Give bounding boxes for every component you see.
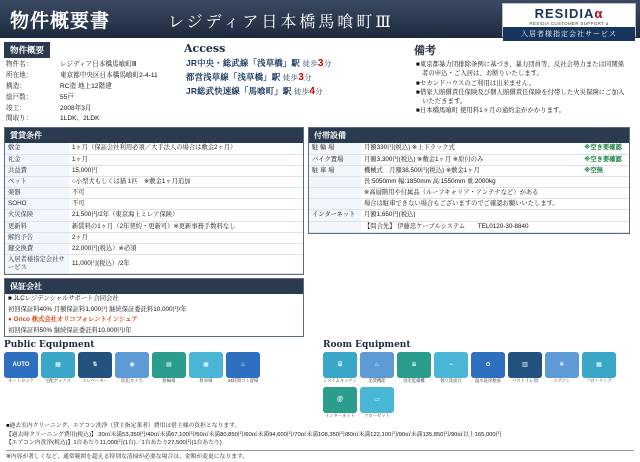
equipment-item bbox=[508, 352, 542, 384]
overview-value: レジディア日本橋馬喰町Ⅲ bbox=[60, 61, 137, 68]
table-row bbox=[309, 221, 629, 232]
public-equipment-block bbox=[4, 340, 317, 418]
rent-conditions-title: 賃貸条件 bbox=[5, 128, 303, 143]
washlet-icon: ✿ bbox=[471, 352, 505, 378]
access-minutes: 4 bbox=[309, 86, 316, 97]
guarantee-title: 保証会社 bbox=[5, 279, 303, 294]
document-header bbox=[0, 0, 640, 38]
internet-icon: ＠ bbox=[323, 387, 357, 413]
table-row bbox=[4, 104, 180, 115]
guarantee-company-detail: 初回保証料50% 継続保証委託料10,000円/年 bbox=[8, 326, 132, 334]
top-section bbox=[0, 38, 640, 125]
note-line: ■過去室内クリーニング、エアコン洗浄（貸主指定業者）費用は借主様の負担となります。 bbox=[6, 422, 241, 429]
remarks-column bbox=[414, 42, 630, 125]
equipment-caption: 宅配ボックス bbox=[45, 378, 71, 384]
overview-title: 物件概要 bbox=[4, 42, 50, 58]
facility-value: 長:5050mm 幅:1850mm 高:1550mm 重:2000kg bbox=[361, 176, 581, 187]
rent-value: 22,000円(税込）※必須 bbox=[69, 243, 303, 254]
equipment-item bbox=[360, 352, 394, 384]
guarantee-company-name: ■ JLCレジデンシャルサポート合同会社 bbox=[8, 295, 119, 303]
access-walk-label: 徒歩 bbox=[293, 87, 310, 96]
rent-key: 解約予告 bbox=[5, 232, 69, 243]
equipment-item bbox=[323, 352, 357, 384]
equipment-caption: インターネット bbox=[325, 413, 355, 419]
flooring-icon: ▦ bbox=[582, 352, 616, 378]
rent-key: 火災保険 bbox=[5, 210, 69, 221]
guarantee-company-name: ● Orico 株式会社オリコフォレントインシュア bbox=[8, 316, 138, 324]
access-station: JR総武快速線「馬喰町」駅 bbox=[186, 86, 292, 96]
page-title: 物件概要書 bbox=[10, 10, 111, 32]
security-camera-icon: ◉ bbox=[115, 352, 149, 378]
table-row bbox=[5, 221, 303, 232]
rent-key: 更新料 bbox=[5, 221, 69, 232]
table-row bbox=[5, 154, 303, 165]
equipment-caption: オートロック bbox=[8, 378, 34, 384]
rent-value: 不可 bbox=[69, 199, 303, 210]
equipment-caption: クローゼット bbox=[364, 413, 390, 419]
logo-service-band: 入居者様指定会社サービス bbox=[503, 27, 635, 41]
access-station: 都営浅草線「浅草橋」駅 bbox=[186, 72, 281, 82]
list-item: ■東京都暴力団排除条例に基づき、暴力団員等、反社会勢力または同関係者の申込・ご入居は、お断りいたします。 bbox=[416, 61, 625, 78]
elevator-icon: ⇅ bbox=[78, 352, 112, 378]
footer-notes bbox=[0, 419, 640, 462]
table-row bbox=[309, 188, 629, 199]
note-line: 【過去時クリーニング費用(税込)】 30㎡未満53,350円/40㎡未満67,100円/50㎡未満80,850円/60㎡未満94,600円/70㎡未満108,350円/80㎡未満122,100円/90㎡未満135,850円/90㎡以上165,000円 bbox=[6, 431, 502, 438]
rent-value: 11,000円(税込）/2年 bbox=[69, 255, 303, 274]
table-row bbox=[5, 199, 303, 210]
rent-conditions-box bbox=[4, 127, 304, 275]
system-kitchen-icon: ⌸ bbox=[323, 352, 357, 378]
public-equipment-title: Public Equipment bbox=[4, 340, 95, 351]
car-parking-icon: ▣ bbox=[189, 352, 223, 378]
table-row bbox=[309, 176, 629, 187]
equipment-item bbox=[4, 352, 38, 384]
equipment-item bbox=[152, 352, 186, 384]
equipment-caption: 24時間ゴミ置場 bbox=[227, 378, 259, 384]
overview-key: 竣工： bbox=[6, 104, 26, 112]
access-line bbox=[186, 57, 410, 69]
overview-key: 間取り： bbox=[6, 115, 33, 123]
access-minutes: 3 bbox=[298, 72, 304, 83]
bicycle-parking-icon: ▤ bbox=[152, 352, 186, 378]
rent-key: 楽器 bbox=[5, 188, 69, 199]
rent-value: 21,500円/2年（東京海上ミレア保険） bbox=[69, 210, 303, 221]
overview-key: 総戸数： bbox=[6, 93, 33, 101]
table-row bbox=[5, 232, 303, 243]
facility-status bbox=[581, 199, 629, 210]
facility-status: ※空き要確認 bbox=[581, 154, 629, 165]
facility-status bbox=[581, 221, 629, 232]
reheating-bath-icon: ♨ bbox=[360, 352, 394, 378]
access-unit: 分 bbox=[304, 73, 312, 82]
facility-status bbox=[581, 210, 629, 221]
access-minutes: 3 bbox=[317, 58, 324, 69]
rent-key: 礼金 bbox=[5, 154, 69, 165]
equipment-caption: 駐輪場 bbox=[162, 378, 176, 384]
rent-value: 新賃料の1ヶ月（2年契約・更新可）※更新事務手数料なし bbox=[69, 221, 303, 232]
rent-conditions-column bbox=[4, 127, 304, 337]
closet-icon: ▭ bbox=[360, 387, 394, 413]
residia-logo bbox=[502, 3, 636, 37]
facility-status bbox=[581, 176, 629, 187]
property-name-heading: レジディア日本橋馬喰町Ⅲ bbox=[168, 12, 394, 31]
rent-key: 鍵交換費 bbox=[5, 243, 69, 254]
list-item: ■セカンドハウスのご利用は出来ません。 bbox=[416, 79, 535, 87]
rent-conditions-table bbox=[5, 143, 303, 274]
facility-value: 場合は駐車できない場合もございますのでご確認お願いいたします。 bbox=[361, 199, 581, 210]
note-line: ※内容が著しくなど、通常範囲を超える特別な清掃が必要な場合は、金額が変更になります。 bbox=[6, 450, 634, 462]
overview-value: 2008年3月 bbox=[60, 104, 92, 112]
table-row bbox=[5, 255, 303, 274]
facility-status bbox=[581, 188, 629, 199]
autolock-icon: AUTO bbox=[4, 352, 38, 378]
rent-value: 不可 bbox=[69, 188, 303, 199]
facility-key bbox=[309, 188, 361, 199]
access-unit: 分 bbox=[315, 87, 323, 96]
equipment-caption: 防犯カメラ bbox=[121, 378, 143, 384]
facilities-box bbox=[308, 127, 630, 233]
equipment-item bbox=[115, 352, 149, 384]
remarks-list bbox=[416, 60, 628, 116]
facility-key bbox=[309, 199, 361, 210]
table-row bbox=[5, 165, 303, 176]
rent-key: 敷金 bbox=[5, 143, 69, 154]
overview-column bbox=[4, 42, 180, 125]
facilities-column bbox=[308, 127, 630, 337]
guarantee-company-detail: 初回保証料40% 月額保証料1,000円 継続保証委託料10,000円/年 bbox=[8, 305, 187, 313]
facility-key bbox=[309, 176, 361, 187]
delivery-box-icon: ▦ bbox=[41, 352, 75, 378]
equipment-caption: 温水洗浄便座 bbox=[475, 378, 501, 384]
access-column bbox=[184, 42, 410, 125]
list-item: ■借家人賠償責任保険及び個人賠償責任保険を付帯した火災保険にご加入いただきます。 bbox=[416, 88, 625, 106]
overview-value: 1LDK、2LDK bbox=[60, 115, 100, 123]
logo-brand-alpha: α bbox=[594, 6, 604, 21]
bath-dryer-icon: ≋ bbox=[397, 352, 431, 378]
equipment-caption: システムキッチン bbox=[323, 378, 357, 384]
facility-value: 機械式 月額38,500円(税込) ※敷金1ヶ月 bbox=[361, 165, 581, 176]
facility-key: バイク置場 bbox=[309, 154, 361, 165]
facility-value: 月額330円(税込) ※上下ラック式 bbox=[361, 143, 581, 154]
equipment-caption: エレベーター bbox=[82, 378, 108, 384]
facility-key: インターネット bbox=[309, 210, 361, 221]
table-row bbox=[4, 114, 180, 125]
table-row bbox=[5, 176, 303, 187]
table-row bbox=[5, 143, 303, 154]
logo-brand: RESIDIA bbox=[534, 6, 595, 21]
mid-section bbox=[0, 125, 640, 337]
equipment-caption: 追焚機能 bbox=[368, 378, 386, 384]
overview-key: 物件名： bbox=[6, 61, 33, 68]
equipment-caption: 駐車場 bbox=[199, 378, 213, 384]
access-walk-label: 徒歩 bbox=[282, 73, 299, 82]
equipment-caption: エアコン bbox=[553, 378, 571, 384]
facility-status: ※空き要確認 bbox=[581, 143, 629, 154]
table-row bbox=[309, 199, 629, 210]
facilities-table bbox=[309, 143, 629, 232]
overview-value: 55戸 bbox=[60, 93, 74, 101]
rent-value: ○小型犬もしくは猫 1匹 ※敷金1ヶ月追加 bbox=[69, 176, 303, 187]
table-row bbox=[4, 82, 180, 93]
access-title: Access bbox=[184, 42, 226, 55]
list-item: ■日本橋馬喰町 使用料1ヶ月の通約金がかかります。 bbox=[416, 107, 566, 115]
table-row bbox=[4, 71, 180, 82]
table-row bbox=[309, 210, 629, 221]
rent-key: SOHO bbox=[5, 199, 69, 210]
rent-value: 15,000円 bbox=[69, 165, 303, 176]
access-line bbox=[186, 71, 410, 83]
overview-key: 所在地： bbox=[6, 71, 33, 79]
facility-key: 駐 車 場 bbox=[309, 165, 361, 176]
facility-value: 【問合先】 伊藤忠ケーブルシステム TEL0120-30-8840 bbox=[361, 221, 581, 232]
guarantee-company-box bbox=[4, 278, 304, 337]
equipment-caption: 独立洗面台 bbox=[440, 378, 462, 384]
facility-value: 月額1,650円(税込) bbox=[361, 210, 581, 221]
equipment-item bbox=[226, 352, 260, 384]
overview-value: RC造 地上12階建 bbox=[60, 82, 112, 90]
overview-value: 東京都中央区日本橋馬喰町2-4-11 bbox=[60, 71, 158, 79]
equipment-item bbox=[360, 387, 394, 419]
equipment-item bbox=[189, 352, 223, 384]
equipment-item bbox=[434, 352, 468, 384]
room-equipment-block bbox=[323, 340, 636, 418]
overview-key: 構造： bbox=[6, 82, 26, 90]
rent-key: 入居者様指定会社サービス bbox=[5, 255, 69, 274]
table-row bbox=[5, 243, 303, 254]
trash-room-icon: ♨ bbox=[226, 352, 260, 378]
rent-key: 共益費 bbox=[5, 165, 69, 176]
overview-table bbox=[4, 60, 180, 125]
table-row bbox=[5, 188, 303, 199]
room-equipment-title: Room Equipment bbox=[323, 340, 411, 351]
access-line bbox=[186, 85, 410, 97]
equipment-item bbox=[323, 387, 357, 419]
rent-value: 2ヶ月 bbox=[69, 232, 303, 243]
access-unit: 分 bbox=[323, 59, 332, 68]
rent-value: 1ヶ月 bbox=[69, 154, 303, 165]
table-row bbox=[4, 60, 180, 71]
table-row bbox=[5, 210, 303, 221]
facility-key: 駐 輪 場 bbox=[309, 143, 361, 154]
remarks-title: 備考 bbox=[414, 44, 436, 57]
facility-key bbox=[309, 221, 361, 232]
equipment-caption: 浴室乾燥機 bbox=[403, 378, 425, 384]
equipment-item bbox=[397, 352, 431, 384]
washstand-icon: ⌁ bbox=[434, 352, 468, 378]
equipment-caption: バストイレ別 bbox=[512, 378, 538, 384]
equipment-section bbox=[0, 337, 640, 418]
air-conditioner-icon: ❄ bbox=[545, 352, 579, 378]
equipment-item bbox=[545, 352, 579, 384]
table-row bbox=[4, 93, 180, 104]
table-row bbox=[309, 154, 629, 165]
facility-status: ※空無 bbox=[581, 165, 629, 176]
equipment-caption: フローリング bbox=[586, 378, 612, 384]
table-row bbox=[309, 143, 629, 154]
equipment-item bbox=[41, 352, 75, 384]
logo-subtitle: RESIDIA CUSTOMER SUPPORT α bbox=[529, 21, 609, 26]
separate-bath-toilet-icon: ▥ bbox=[508, 352, 542, 378]
room-equipment-icons bbox=[323, 352, 636, 418]
facility-value: 月額3,300円(税込) ※敷金1ヶ月 ※原付のみ bbox=[361, 154, 581, 165]
equipment-item bbox=[471, 352, 505, 384]
facilities-title: 付帯設備 bbox=[309, 128, 629, 143]
public-equipment-icons bbox=[4, 352, 317, 384]
equipment-item bbox=[78, 352, 112, 384]
table-row bbox=[309, 165, 629, 176]
rent-key: ペット bbox=[5, 176, 69, 187]
access-walk-label: 徒歩 bbox=[302, 59, 318, 68]
rent-value: 1ヶ月（保証会社利用必須／大手法人の場合は敷金2ヶ月） bbox=[69, 143, 303, 154]
access-station: JR中央・総武線「浅草橋」駅 bbox=[186, 58, 301, 68]
note-line: 【エアコン内洗浄(税込)】1台あたり11,000円(1台)／1台あたり27,500円(1台あたり) bbox=[6, 440, 222, 447]
facility-value: ※高層階用や付属品（ルーフキャリア・アンテナなど）がある bbox=[361, 188, 581, 199]
equipment-item bbox=[582, 352, 616, 384]
